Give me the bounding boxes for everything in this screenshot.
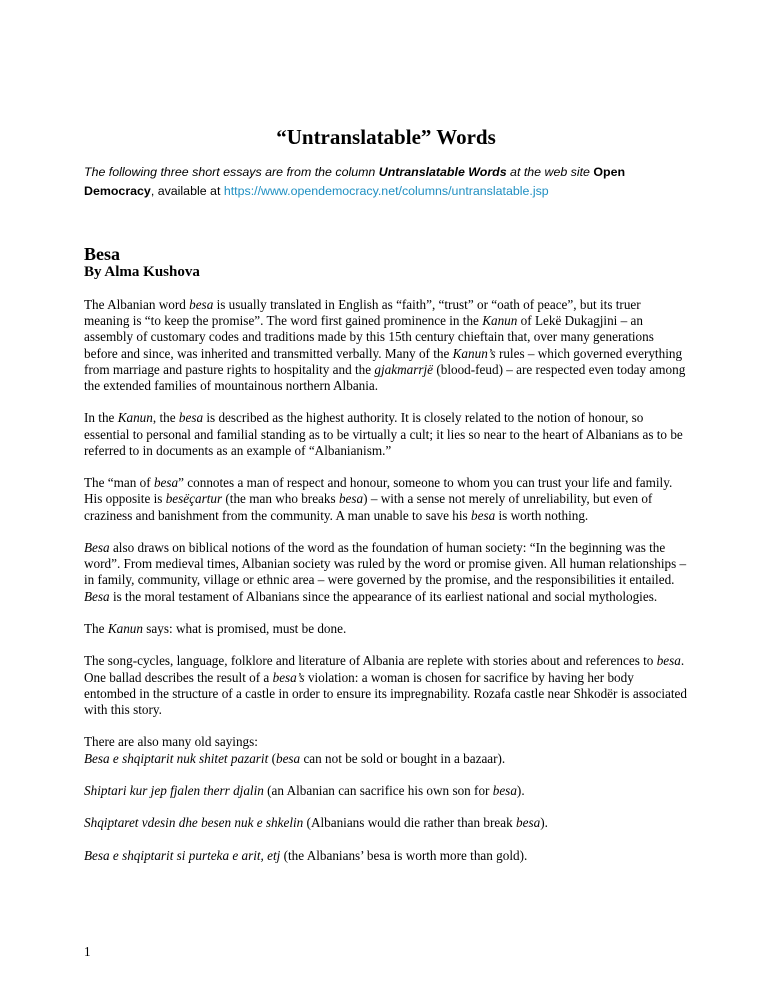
paragraph-4: Besa also draws on biblical notions of the word as the foundation of human society: “In the beginning was the word”. From medieval times, Albanian society was ruled by the word or promise given. All human relationships – in family, community, village or ethnic area – were governed by the promise, and the responsibilities it entailed. Besa is the moral testament of Albanians since the appearance of its earliest national and social mythologies. xyxy=(84,540,687,604)
saying-4: Besa e shqiptarit si purteka e arit, etj (the Albanians’ besa is worth more than gold). xyxy=(84,847,528,863)
essay-byline: By Alma Kushova xyxy=(84,264,200,280)
document-title: “Untranslatable” Words xyxy=(276,125,496,149)
saying-3: Shqiptaret vdesin dhe besen nuk e shkelin (Albanians would die rather than break besa). xyxy=(84,815,548,831)
site-name: Open Democracy xyxy=(84,165,626,198)
paragraph-3: The “man of besa” connotes a man of respect and honour, someone to whom you can trust your life and family. His opposite is besëçartur (the man who breaks besa) – with a sense not merely of unreliability, but even of craziness and banishment from the community. A man unable to save his besa is worth nothing. xyxy=(84,475,673,523)
paragraph-2: In the Kanun, the besa is described as the highest authority. It is closely related to the notion of honour, so essential to personal and familial standing as to be virtually a cult; it lies so near to the heart of Albanians as to be referred to in documents as an example of “Albanianism.” xyxy=(84,410,683,458)
essay-title: Besa xyxy=(84,244,120,264)
source-url-link[interactable]: https://www.opendemocracy.net/columns/untranslatable.jsp xyxy=(223,184,549,198)
paragraph-sayings-intro: There are also many old sayings: Besa e shqiptarit nuk shitet pazarit (besa can not be sold or bought in a bazaar). xyxy=(84,734,506,766)
essay-body xyxy=(84,297,688,880)
page-number: 1 xyxy=(84,944,91,959)
paragraph-5: The Kanun says: what is promised, must be done. xyxy=(84,621,347,636)
column-name: Untranslatable Words xyxy=(378,165,507,179)
saying-2: Shiptari kur jep fjalen therr djalin (an Albanian can sacrifice his own son for besa). xyxy=(84,782,525,798)
paragraph-1: The Albanian word besa is usually translated in English as “faith”, “trust” or “oath of peace”, but its truer meaning is “to keep the promise”. The word first gained prominence in the Kanun of Lekë Dukagjini – an assembly of customary codes and traditions made by this 15th century chieftain that, over many generations before and since, was inherited and transmitted verbally. Many of the Kanun’s rules – which governed everything from marriage and pasture rights to hospitality and the gjakmarrjë (blood-feud) – are respected even today among the extended families of mountainous northern Albania. xyxy=(84,297,686,394)
paragraph-6: The song-cycles, language, folklore and literature of Albania are replete with stories about and references to besa. One ballad describes the result of a besa’s violation: a woman is chosen for sacrifice by having her body entombed in the structure of a castle in order to ensure its impregnability. Rozafa castle near Shkodër is associated with this story. xyxy=(84,653,688,717)
intro-note: The following three short essays are from the column Untranslatable Words at the web site Open Democracy, available at https://www.opendemocracy.net/columns/untranslatable.jsp xyxy=(84,165,626,198)
